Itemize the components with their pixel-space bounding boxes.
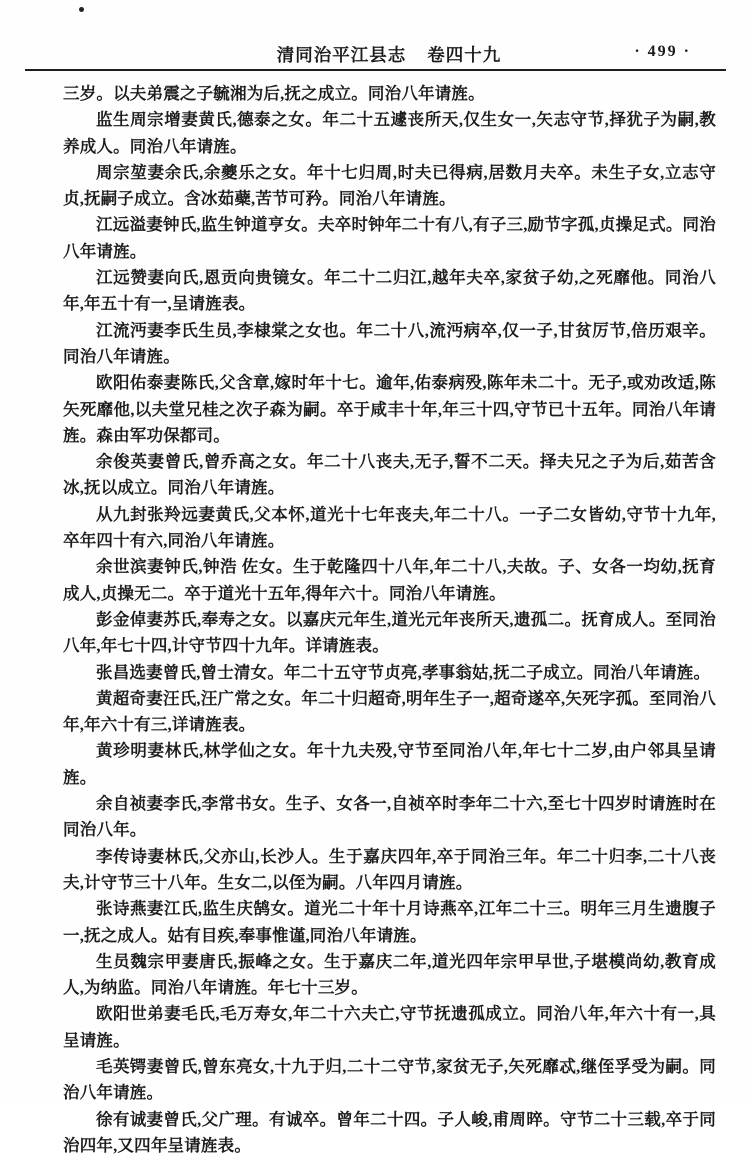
paragraph: 黄珍明妻林氏,林学仙之女。年十九夫殁,守节至同治八年,年七十二岁,由户邻具呈请旌。: [63, 741, 716, 787]
paragraph: 欧阳佑泰妻陈氏,父含章,嫁时年十七。逾年,佑泰病殁,陈年未二十。无子,或劝改适,陈矢死靡他,以夫堂兄桂之次子森为嗣。卒于咸丰十年,年三十四,守节已十五年。同治八年请旌。森由军功保都司。: [63, 373, 716, 445]
paragraph: 生员魏宗甲妻唐氏,振峰之女。生于嘉庆二年,道光四年宗甲早世,子堪模尚幼,教育成人,为纳监。同治八年请旌。年七十三岁。: [63, 951, 716, 998]
running-title: [63, 42, 715, 67]
paragraph: 张昌选妻曾氏,曾士清女。年二十五守节贞亮,孝事翁姑,抚二子成立。同治八年请旌。: [96, 662, 711, 682]
paragraph: 监生周宗增妻黄氏,德泰之女。年二十五遽丧所天,仅生女一,矢志守节,择犹子为嗣,教养成人。同治八年请旌。: [63, 110, 716, 156]
book-title: 清同治平江县志: [276, 45, 407, 65]
paragraph: 江流沔妻李氏生员,李棣棠之女也。年二十八,流沔病卒,仅一子,甘贫厉节,倍历艰辛。同治八年请旌。: [63, 320, 716, 366]
paragraph: 余俊英妻曾氏,曾乔高之女。年二十八丧夫,无子,誓不二天。择夫兄之子为后,茹苦含冰,抚以成立。同治八年请旌。: [63, 452, 716, 498]
paragraph: 张诗燕妻江氏,监生庆鹄女。道光二十年十月诗燕卒,江年二十三。明年三月生遗腹子一,抚之成人。姑有目疾,奉事惟谨,同治八年请旌。: [63, 899, 716, 945]
paragraph: 江远溢妻钟氏,监生钟道亨女。夫卒时钟年二十有八,有子三,励节字孤,贞操足式。同治八年请旌。: [63, 215, 716, 261]
page-number: · 499 ·: [634, 43, 691, 60]
paragraph: 黄超奇妻汪氏,汪广常之女。年二十归超奇,明年生子一,超奇遂卒,矢死字孤。至同治八年,年六十有三,详请旌表。: [63, 688, 716, 735]
volume-label: 卷四十九: [427, 45, 502, 65]
paragraph: 周宗堃妻余氏,余夔乐之女。年十七归周,时夫已得病,居数月夫卒。未生子女,立志守贞,抚嗣子成立。含冰茹蘗,苦节可矜。同治八年请旌。: [63, 162, 716, 209]
page-body: [63, 81, 716, 1159]
paragraph: 徐有诚妻曾氏,父广理。有诚卒。曾年二十四。子人峻,甫周晬。守节二十三载,卒于同治四年,又四年呈请旌表。: [63, 1109, 716, 1155]
paragraph: 毛英锷妻曾氏,曾东亮女,十九于归,二十二守节,家贫无子,矢死靡忒,继侄孚受为嗣。同治八年请旌。: [63, 1056, 716, 1103]
paragraph: 彭金倬妻苏氏,奉寿之女。以嘉庆元年生,道光元年丧所天,遗孤二。抚育成人。至同治八年,年七十四,计守节四十九年。详请旌表。: [63, 609, 716, 656]
scan-artifact-dot: [79, 7, 84, 12]
paragraph: 余自祯妻李氏,李常书女。生子、女各一,自祯卒时李年二十六,至七十四岁时请旌时在同治八年。: [63, 794, 716, 840]
paragraph: 余世滨妻钟氏,钟浩 佐女。生于乾隆四十八年,年二十八,夫故。子、女各一均幼,抚育成人,贞操无二。卒于道光十五年,得年六十。同治八年请旌。: [63, 557, 716, 603]
header-rule: [25, 69, 726, 71]
paragraph: 江远赞妻向氏,恩贡向贵镜女。年二十二归江,越年夫卒,家贫子幼,之死靡他。同治八年,年五十有一,呈请旌表。: [63, 268, 716, 314]
page-header: [63, 42, 715, 66]
paragraph: 从九封张羚远妻黄氏,父本怀,道光十七年丧夫,年二十八。一子二女皆幼,守节十九年,卒年四十有六,同治八年请旌。: [63, 504, 716, 551]
paragraph: 李传诗妻林氏,父亦山,长沙人。生于嘉庆四年,卒于同治三年。年二十归李,二十八丧夫,计守节三十八年。生女二,以侄为嗣。八年四月请旌。: [63, 846, 716, 892]
paragraph: 欧阳世弟妻毛氏,毛万寿女,年二十六夫亡,守节抚遗孤成立。同治八年,年六十有一,具呈请旌。: [63, 1004, 716, 1050]
paragraph: 三岁。以夫弟震之子毓湘为后,抚之成立。同治八年请旌。: [63, 84, 485, 103]
